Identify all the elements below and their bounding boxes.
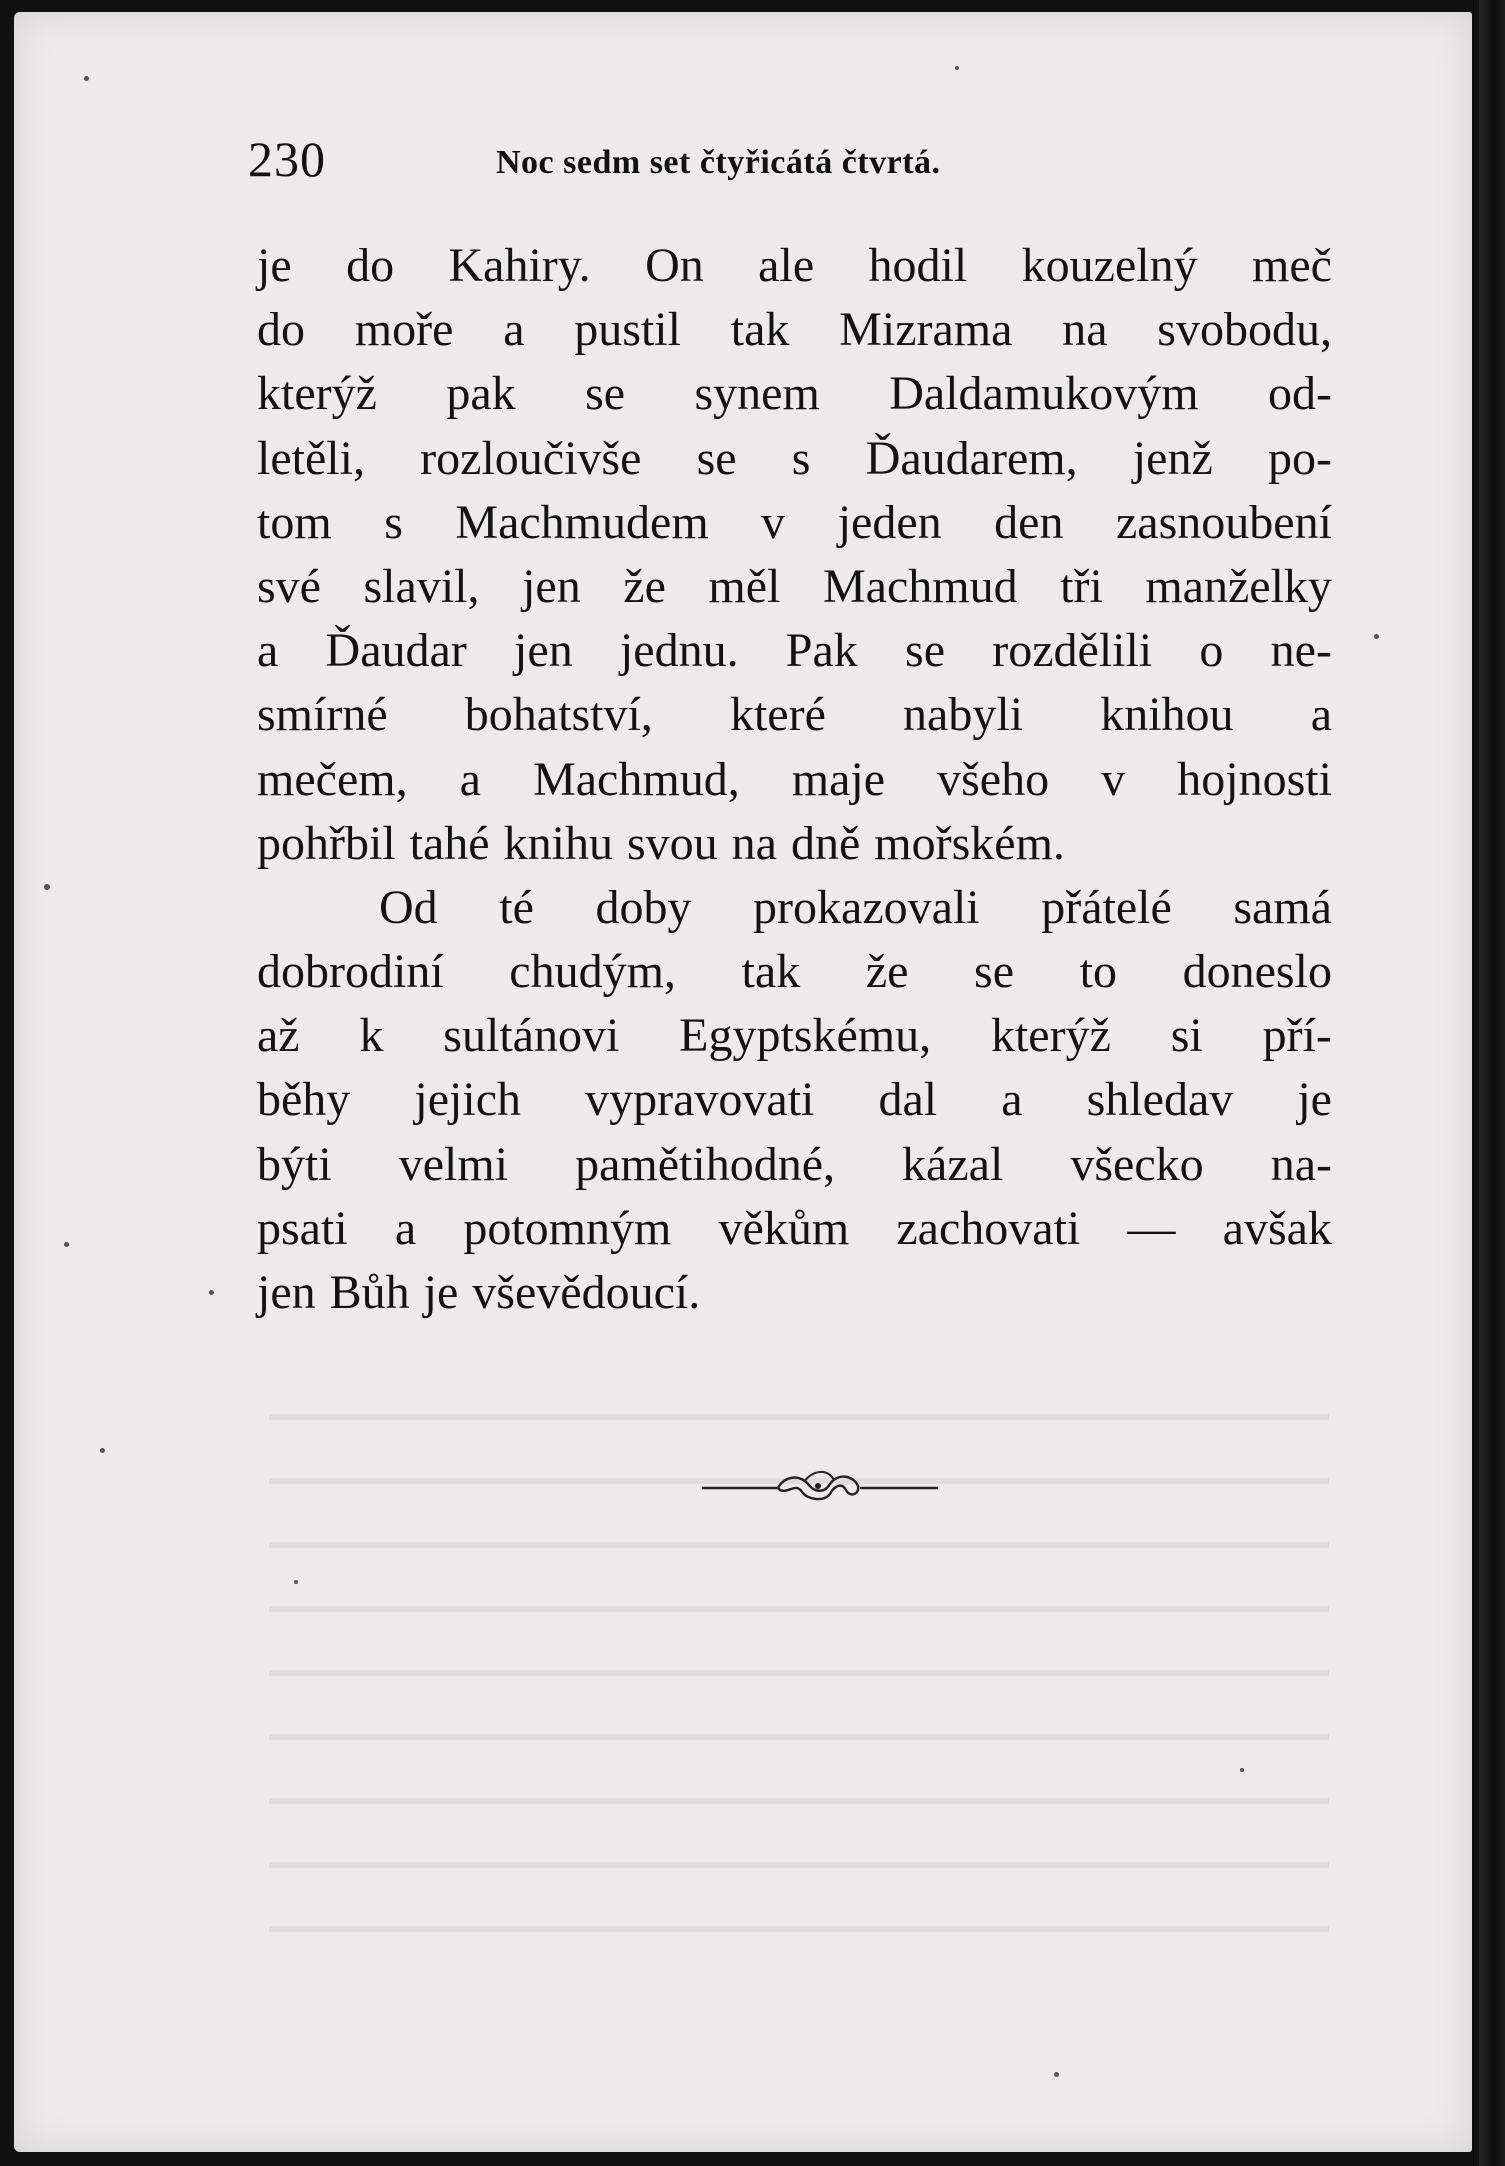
word: a (459, 752, 481, 806)
text-line (257, 1197, 1332, 1261)
word: v (1101, 752, 1126, 806)
word: zasnoubení (1115, 495, 1332, 549)
word: jejich (414, 1073, 522, 1127)
text-line (257, 555, 1332, 619)
word: svou (626, 816, 718, 870)
word: k (359, 1009, 384, 1063)
word: svobodu, (1157, 303, 1332, 357)
word: slavil, (363, 559, 480, 613)
word: kterýž (257, 367, 377, 421)
word: tak (741, 945, 801, 999)
word: které (729, 688, 826, 742)
word: to (1079, 945, 1117, 999)
word: s (791, 431, 811, 485)
word: býti (257, 1137, 332, 1191)
word: všecko (1070, 1137, 1204, 1191)
word: dal (878, 1073, 938, 1127)
word: smírné (257, 688, 388, 742)
word: Ďaudarem, (865, 431, 1078, 485)
text-line (257, 234, 1332, 298)
word: o (1199, 624, 1224, 678)
text-line (257, 683, 1332, 747)
word: jednu. (619, 624, 739, 678)
word: chudým, (509, 945, 676, 999)
word: po- (1267, 431, 1332, 485)
word: Machmudem (455, 495, 709, 549)
word: knihou (1100, 688, 1234, 742)
word: je (423, 1266, 459, 1319)
word: zachovati (896, 1201, 1081, 1255)
word: na (731, 816, 777, 870)
text-line (257, 812, 1332, 876)
word: pak (446, 367, 516, 421)
text-line (257, 619, 1332, 683)
word: té (499, 880, 534, 934)
word: Machmud, (533, 752, 740, 806)
word: letěli, (257, 431, 365, 485)
word: Bůh (329, 1266, 410, 1319)
word: jen (514, 624, 573, 678)
word: rozloučivše (420, 431, 642, 485)
word: tom (257, 495, 332, 549)
word: až (257, 1009, 300, 1063)
word: a (257, 624, 279, 678)
word: mečem, (257, 752, 408, 806)
word: tři (1060, 559, 1103, 613)
word: ne- (1270, 624, 1332, 678)
word: rozdělili (992, 624, 1153, 678)
dust-speck (44, 884, 50, 890)
word: synem (694, 367, 820, 421)
word: na (1062, 303, 1108, 357)
word: Pak (785, 624, 858, 678)
word: pamětihodné, (575, 1137, 835, 1191)
word: samá (1233, 880, 1332, 934)
word: jenž (1132, 431, 1213, 485)
dust-speck (64, 1242, 69, 1247)
word: a (1310, 688, 1332, 742)
word: hodil (868, 239, 968, 292)
text-line (257, 491, 1332, 555)
text-line (257, 427, 1332, 491)
body-text (257, 234, 1332, 1325)
dust-speck (84, 76, 89, 81)
dust-speck (209, 1290, 214, 1295)
dust-speck (1374, 634, 1379, 639)
word: Egyptskému, (679, 1009, 932, 1063)
word: prokazovali (753, 880, 980, 934)
word: na- (1270, 1137, 1332, 1191)
word: doneslo (1182, 945, 1332, 999)
word: doby (595, 880, 692, 934)
word: knihu (503, 816, 613, 870)
word: se (905, 624, 946, 678)
word: Kahiry. (448, 239, 591, 292)
word: do (257, 303, 305, 357)
word: přátelé (1041, 880, 1172, 934)
word: a (503, 303, 525, 357)
book-edge (1479, 0, 1505, 2166)
word: je (1297, 1073, 1332, 1127)
fleuron-ornament-icon (700, 1464, 940, 1508)
word: Mizrama (839, 303, 1013, 357)
paragraph-2 (257, 876, 1332, 1325)
word: ale (758, 239, 815, 292)
paragraph-1 (257, 234, 1332, 876)
dust-speck (294, 1580, 298, 1584)
word: věkům (718, 1201, 850, 1255)
page-number: 230 (248, 131, 326, 187)
word: měl (708, 559, 781, 613)
word: se (696, 431, 737, 485)
book-page (14, 12, 1472, 2152)
word: bohatství, (464, 688, 653, 742)
word: Ďaudar (325, 624, 467, 678)
word: shledav (1086, 1073, 1234, 1127)
dust-speck (100, 1448, 105, 1453)
word: potomným (463, 1201, 672, 1255)
word: meč (1252, 239, 1332, 292)
word: své (257, 559, 321, 613)
text-line (257, 298, 1332, 362)
word: On (645, 239, 704, 292)
word: manželky (1145, 559, 1332, 613)
word: dně (790, 816, 861, 870)
word: mořském. (874, 816, 1065, 870)
word: běhy (257, 1073, 351, 1127)
word: tak (730, 303, 790, 357)
word: jen (257, 1266, 316, 1319)
word: tahé (409, 816, 490, 870)
word: v (761, 495, 786, 549)
word: psati (257, 1201, 348, 1255)
text-line (257, 876, 1332, 940)
word: do (346, 239, 395, 292)
word: a (1001, 1073, 1023, 1127)
page-header (238, 130, 1138, 190)
text-line (257, 1261, 1332, 1325)
dust-speck (1054, 2072, 1059, 2077)
word: hojnosti (1177, 752, 1332, 806)
text-line (257, 362, 1332, 426)
word: pří- (1262, 1009, 1332, 1063)
word: Od (379, 880, 438, 934)
word: je (257, 239, 292, 292)
word: jeden (837, 495, 942, 549)
word: jen (522, 559, 581, 613)
text-line (257, 940, 1332, 1004)
running-title: Noc sedm set čtyřicátá čtvrtá. (496, 144, 941, 181)
word: že (865, 945, 909, 999)
word: vševědoucí. (472, 1266, 701, 1319)
word: — (1127, 1201, 1176, 1255)
word: pohřbil (257, 816, 396, 870)
word: velmi (398, 1137, 509, 1191)
dust-speck (955, 66, 959, 70)
text-line (257, 1004, 1332, 1068)
word: a (394, 1201, 417, 1255)
dust-speck (1240, 1768, 1244, 1772)
word: kterýž (990, 1009, 1111, 1063)
word: avšak (1222, 1201, 1332, 1255)
word: že (623, 559, 666, 613)
word: si (1170, 1009, 1203, 1063)
word: nabyli (903, 688, 1024, 742)
word: se (585, 367, 626, 421)
text-line (257, 748, 1332, 812)
word: moře (354, 303, 454, 357)
word: pustil (574, 303, 681, 357)
word: kázal (902, 1137, 1004, 1191)
word: vypravovati (585, 1073, 815, 1127)
word: se (974, 945, 1015, 999)
word: Daldamukovým (889, 367, 1199, 421)
word: kouzelný (1021, 239, 1198, 292)
word: maje (791, 752, 886, 806)
word: Machmud (822, 559, 1018, 613)
word: s (384, 495, 403, 549)
word: den (994, 495, 1064, 549)
word: sultánovi (443, 1009, 620, 1063)
text-line (257, 1068, 1332, 1132)
word: od- (1267, 367, 1332, 421)
text-line (257, 1133, 1332, 1197)
word: všeho (937, 752, 1050, 806)
word: dobrodiní (257, 945, 444, 999)
